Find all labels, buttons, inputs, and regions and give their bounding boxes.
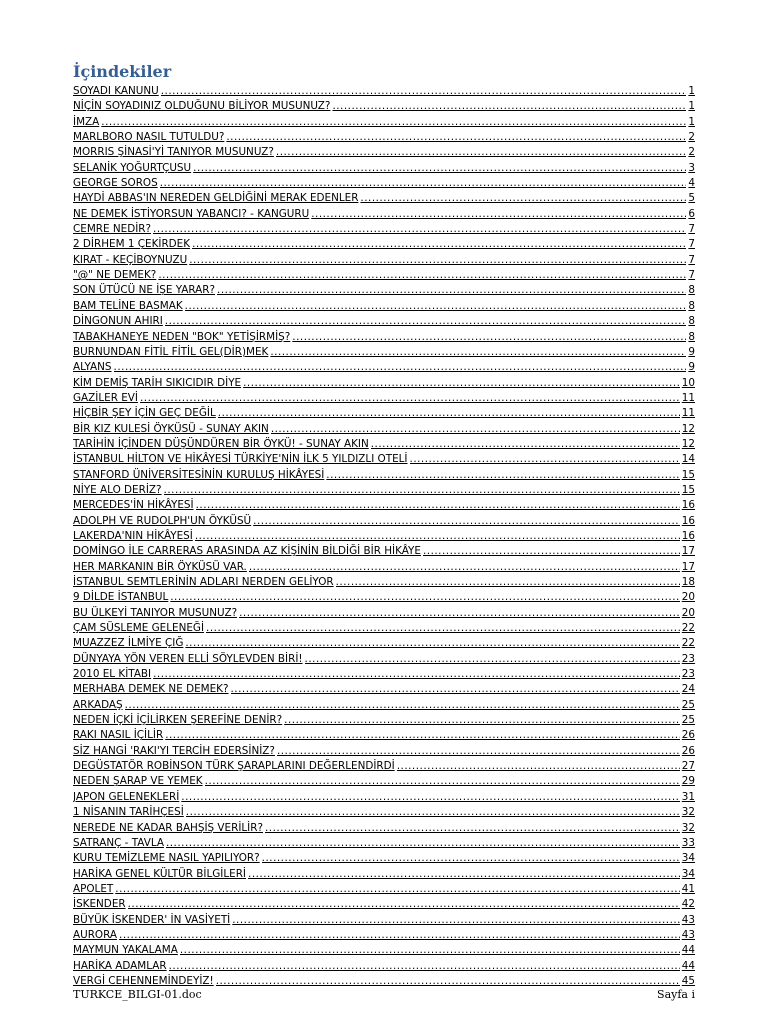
toc-entry[interactable]	[73, 713, 695, 728]
toc-entry-page-number[interactable]: 2	[688, 146, 695, 159]
toc-entry-label[interactable]: DEGÜSTATÖR ROBİNSON TÜRK ŞARAPLARINI DEĞERLENDİRDİ	[73, 760, 395, 773]
toc-entry[interactable]	[73, 913, 695, 928]
toc-entry[interactable]	[73, 698, 695, 713]
toc-entry-page-number[interactable]: 16	[681, 514, 695, 527]
toc-entry[interactable]	[73, 744, 695, 759]
toc-entry[interactable]	[73, 590, 695, 605]
toc-dot-leader	[360, 191, 686, 206]
toc-entry-label[interactable]: HİÇBİR ŞEY İÇİN GEÇ DEĞİL	[73, 407, 216, 420]
toc-dot-leader	[193, 161, 686, 176]
toc-dot-leader	[262, 851, 680, 866]
toc-entry-label[interactable]: NEREDE NE KADAR BAHŞİŞ VERİLİR?	[73, 821, 263, 834]
toc-entry[interactable]	[73, 867, 695, 882]
toc-dot-leader	[305, 652, 680, 667]
toc-entry-page-number[interactable]: 3	[688, 161, 695, 174]
toc-entry[interactable]	[73, 836, 695, 851]
toc-dot-leader	[170, 590, 680, 605]
toc-dot-leader	[276, 145, 686, 160]
toc-entry-page-number[interactable]: 22	[681, 637, 695, 650]
toc-dot-leader	[186, 805, 680, 820]
toc-dot-leader	[153, 667, 680, 682]
toc-entry[interactable]	[73, 882, 695, 897]
toc-entry-page-number[interactable]: 43	[681, 913, 695, 926]
toc-dot-leader	[239, 606, 680, 621]
toc-entry[interactable]	[73, 652, 695, 667]
toc-entry-page-number[interactable]: 8	[688, 315, 695, 328]
toc-entry-label[interactable]: 2 DİRHEM 1 ÇEKİRDEK	[73, 238, 191, 251]
toc-dot-leader	[165, 314, 687, 329]
toc-dot-leader	[332, 99, 686, 114]
toc-dot-leader	[253, 514, 680, 529]
toc-entry-page-number[interactable]: 25	[681, 698, 695, 711]
toc-dot-leader	[158, 268, 686, 283]
footer-filename: TURKCE_BILGI-01.doc	[73, 988, 202, 1001]
toc-dot-leader	[371, 437, 680, 452]
toc-entry-page-number[interactable]: 7	[688, 223, 695, 236]
toc-entry-label[interactable]: BU ÜLKEYİ TANIYOR MUSUNUZ?	[73, 606, 238, 619]
toc-entry-label[interactable]: HARİKA ADAMLAR	[73, 959, 167, 972]
toc-list	[73, 84, 695, 989]
toc-dot-leader	[140, 391, 680, 406]
toc-entry-page-number[interactable]: 8	[688, 299, 695, 312]
toc-dot-leader	[232, 913, 680, 928]
toc-entry[interactable]	[73, 268, 695, 283]
toc-entry[interactable]	[73, 237, 695, 252]
toc-entry[interactable]	[73, 621, 695, 636]
toc-dot-leader	[101, 115, 686, 130]
toc-entry[interactable]	[73, 84, 695, 99]
toc-entry[interactable]	[73, 498, 695, 513]
toc-entry-page-number[interactable]: 31	[681, 790, 695, 803]
toc-entry-label[interactable]: SELANİK YOĞURTÇUSU	[73, 161, 192, 174]
toc-entry[interactable]	[73, 283, 695, 298]
toc-entry[interactable]	[73, 974, 695, 989]
toc-dot-leader	[161, 84, 687, 99]
toc-entry-page-number[interactable]: 11	[681, 407, 695, 420]
toc-entry-page-number[interactable]: 2	[688, 131, 695, 144]
toc-dot-leader	[249, 560, 680, 575]
toc-entry-label[interactable]: SİZ HANGİ 'RAKI'YI TERCİH EDERSİNİZ?	[73, 744, 275, 757]
toc-entry-page-number[interactable]: 1	[688, 115, 695, 128]
toc-entry[interactable]	[73, 636, 695, 651]
toc-entry-label[interactable]: NİÇİN SOYADINIZ OLDUĞUNU BİLİYOR MUSUNUZ?	[73, 100, 331, 113]
toc-entry-page-number[interactable]: 44	[681, 959, 695, 972]
toc-dot-leader	[397, 759, 680, 774]
toc-entry-label[interactable]: HARİKA GENEL KÜLTÜR BİLGİLERİ	[73, 867, 247, 880]
toc-entry-label[interactable]: ADOLPH VE RUDOLPH'UN ÖYKÜSÜ	[73, 514, 252, 527]
toc-dot-leader	[271, 422, 680, 437]
toc-dot-leader	[169, 959, 680, 974]
toc-entry[interactable]	[73, 682, 695, 697]
toc-entry-page-number[interactable]: 26	[681, 729, 695, 742]
toc-entry-label[interactable]: MERCEDES'İN HİKÂYESİ	[73, 499, 194, 512]
toc-entry-page-number[interactable]: 23	[681, 668, 695, 681]
toc-entry-page-number[interactable]: 7	[688, 238, 695, 251]
toc-entry-label[interactable]: LAKERDA'NIN HİKÂYESİ	[73, 529, 193, 542]
toc-entry-page-number[interactable]: 6	[688, 207, 695, 220]
toc-entry[interactable]	[73, 560, 695, 575]
toc-entry-label[interactable]: SATRANÇ - TAVLA	[73, 836, 164, 849]
toc-entry-label[interactable]: GAZİLER EVİ	[73, 391, 138, 404]
toc-dot-leader	[292, 330, 686, 345]
toc-dot-leader	[114, 360, 687, 375]
toc-entry-label[interactable]: KIRAT - KEÇİBOYNUZU	[73, 253, 188, 266]
toc-entry[interactable]	[73, 544, 695, 559]
toc-entry-label[interactable]: İSTANBUL HİLTON VE HİKÂYESİ TÜRKİYE'NİN İLK 5 YILDIZLI OTELİ	[73, 453, 408, 466]
toc-dot-leader	[189, 253, 686, 268]
toc-entry[interactable]	[73, 928, 695, 943]
toc-dot-leader	[206, 621, 680, 636]
toc-entry-page-number[interactable]: 1	[688, 100, 695, 113]
toc-entry[interactable]	[73, 452, 695, 467]
footer-page-number: Sayfa i	[657, 988, 695, 1001]
toc-heading: İçindekiler	[73, 62, 172, 81]
toc-entry-label[interactable]: NE DEMEK İSTİYORSUN YABANCI? - KANGURU	[73, 207, 310, 220]
toc-dot-leader	[265, 821, 680, 836]
toc-entry-label[interactable]: JAPON GELENEKLERİ	[73, 790, 180, 803]
toc-dot-leader	[326, 468, 679, 483]
toc-entry-label[interactable]: BAM TELİNE BASMAK	[73, 299, 183, 312]
toc-entry-label[interactable]: SON ÜTÜCÜ NE İŞE YARAR?	[73, 284, 216, 297]
toc-entry-label[interactable]: APOLET	[73, 882, 114, 895]
toc-dot-leader	[270, 345, 686, 360]
toc-entry[interactable]	[73, 514, 695, 529]
toc-entry-label[interactable]: NEDEN İÇKİ İÇİLİRKEN ŞEREFİNE DENİR?	[73, 714, 283, 727]
toc-entry-label[interactable]: DÜNYAYA YÖN VEREN ELLİ SÖYLEVDEN BİRİ!	[73, 652, 303, 665]
toc-dot-leader	[115, 882, 680, 897]
toc-entry-page-number[interactable]: 12	[681, 437, 695, 450]
toc-entry-label[interactable]: KİM DEMİŞ TARİH SIKICIDIR DİYE	[73, 376, 242, 389]
toc-entry-page-number[interactable]: 25	[681, 714, 695, 727]
toc-entry[interactable]	[73, 391, 695, 406]
toc-dot-leader	[243, 376, 680, 391]
toc-entry[interactable]	[73, 145, 695, 160]
toc-entry-label[interactable]: HAYDİ ABBAS'IN NEREDEN GELDİĞİNİ MERAK EDENLER	[73, 192, 359, 205]
toc-entry[interactable]	[73, 115, 695, 130]
toc-entry-page-number[interactable]: 29	[681, 775, 695, 788]
toc-entry[interactable]	[73, 330, 695, 345]
toc-entry-page-number[interactable]: 9	[688, 345, 695, 358]
toc-entry[interactable]	[73, 575, 695, 590]
toc-entry-label[interactable]: BÜYÜK İSKENDER' İN VASİYETİ	[73, 913, 231, 926]
toc-entry[interactable]	[73, 667, 695, 682]
toc-dot-leader	[248, 867, 680, 882]
toc-entry[interactable]	[73, 821, 695, 836]
toc-entry-label[interactable]: DİNGONUN AHIRI	[73, 315, 163, 328]
toc-entry-page-number[interactable]: 33	[681, 836, 695, 849]
toc-entry[interactable]	[73, 959, 695, 974]
toc-entry[interactable]	[73, 897, 695, 912]
toc-entry-page-number[interactable]: 32	[681, 821, 695, 834]
toc-entry-page-number[interactable]: 11	[681, 391, 695, 404]
toc-entry-label[interactable]: HER MARKANIN BİR ÖYKÜSÜ VAR.	[73, 560, 247, 573]
toc-dot-leader	[217, 283, 686, 298]
toc-entry-label[interactable]: VERGİ CEHENNEMİNDEYİZ!	[73, 974, 214, 987]
toc-entry-page-number[interactable]: 4	[688, 177, 695, 190]
toc-entry-page-number[interactable]: 15	[681, 468, 695, 481]
toc-entry-label[interactable]: ÇAM SÜSLEME GELENEĞİ	[73, 622, 205, 635]
toc-entry[interactable]	[73, 943, 695, 958]
toc-dot-leader	[218, 406, 680, 421]
toc-entry-page-number[interactable]: 15	[681, 483, 695, 496]
toc-entry-page-number[interactable]: 17	[681, 560, 695, 573]
toc-dot-leader	[231, 682, 680, 697]
toc-entry[interactable]	[73, 191, 695, 206]
toc-entry-label[interactable]: MUAZZEZ İLMİYE ÇIĞ	[73, 637, 184, 650]
toc-entry-label[interactable]: ALYANS	[73, 361, 112, 374]
toc-entry[interactable]	[73, 759, 695, 774]
toc-entry-label[interactable]: MAYMUN YAKALAMA	[73, 944, 178, 957]
toc-entry-label[interactable]: SOYADI KANUNU	[73, 85, 159, 97]
toc-entry-page-number[interactable]: 9	[688, 361, 695, 374]
toc-entry-label[interactable]: GEORGE SOROS	[73, 177, 158, 190]
toc-entry-label[interactable]: BİR KIZ KULESİ ÖYKÜSÜ - SUNAY AKIN	[73, 422, 269, 435]
toc-entry[interactable]	[73, 774, 695, 789]
toc-entry-page-number[interactable]: 41	[681, 882, 695, 895]
toc-entry-page-number[interactable]: 16	[681, 529, 695, 542]
toc-dot-leader	[216, 974, 680, 989]
toc-entry-label[interactable]: DOMİNGO İLE CARRERAS ARASINDA AZ KİŞİNİN BİLDİĞİ BİR HİKÂYE	[73, 545, 421, 558]
toc-entry-label[interactable]: KURU TEMİZLEME NASIL YAPILIYOR?	[73, 852, 260, 865]
toc-entry-page-number[interactable]: 20	[681, 606, 695, 619]
toc-entry[interactable]	[73, 483, 695, 498]
toc-entry-page-number[interactable]: 22	[681, 622, 695, 635]
toc-dot-leader	[185, 636, 679, 651]
toc-entry[interactable]	[73, 161, 695, 176]
toc-dot-leader	[196, 498, 680, 513]
toc-entry[interactable]	[73, 99, 695, 114]
toc-entry-label[interactable]: ARKADAŞ	[73, 698, 123, 711]
toc-dot-leader	[164, 483, 680, 498]
toc-entry-label[interactable]: 9 DİLDE İSTANBUL	[73, 591, 169, 604]
toc-entry-page-number[interactable]: 23	[681, 652, 695, 665]
toc-dot-leader	[226, 130, 686, 145]
toc-dot-leader	[277, 744, 680, 759]
toc-entry-label[interactable]: NİYE ALO DERİZ?	[73, 483, 162, 496]
toc-entry[interactable]	[73, 130, 695, 145]
toc-entry-page-number[interactable]: 44	[681, 944, 695, 957]
toc-entry[interactable]	[73, 299, 695, 314]
toc-entry-page-number[interactable]: 8	[688, 284, 695, 297]
toc-entry-label[interactable]: TARİHİN İÇİNDEN DÜŞÜNDÜREN BİR ÖYKÜ! - SUNAY AKIN	[73, 437, 369, 450]
toc-dot-leader	[180, 943, 680, 958]
toc-entry-label[interactable]: MORRIS ŞİNASİ'Yİ TANIYOR MUSUNUZ?	[73, 146, 274, 159]
toc-entry-label[interactable]: RAKI NASIL İÇİLİR	[73, 729, 164, 742]
toc-dot-leader	[195, 529, 680, 544]
toc-entry-page-number[interactable]: 45	[681, 974, 695, 987]
toc-entry[interactable]	[73, 345, 695, 360]
toc-entry-page-number[interactable]: 27	[681, 760, 695, 773]
toc-dot-leader	[166, 836, 680, 851]
toc-entry[interactable]	[73, 376, 695, 391]
toc-entry-page-number[interactable]: 20	[681, 591, 695, 604]
toc-entry[interactable]	[73, 805, 695, 820]
toc-entry[interactable]	[73, 851, 695, 866]
toc-dot-leader	[181, 790, 679, 805]
toc-entry-page-number[interactable]: 7	[688, 253, 695, 266]
toc-entry-page-number[interactable]: 7	[688, 269, 695, 282]
toc-dot-leader	[185, 299, 687, 314]
toc-entry-label[interactable]: STANFORD ÜNİVERSİTESİNİN KURULUŞ HİKÂYESİ	[73, 468, 325, 481]
toc-dot-leader	[192, 237, 686, 252]
toc-entry[interactable]	[73, 728, 695, 743]
toc-dot-leader	[125, 698, 680, 713]
toc-entry[interactable]	[73, 529, 695, 544]
toc-entry[interactable]	[73, 437, 695, 452]
toc-entry[interactable]	[73, 314, 695, 329]
toc-entry-label[interactable]: BURNUNDAN FİTİL FİTİL GEL(DİR)MEK	[73, 345, 269, 358]
toc-entry-page-number[interactable]: 12	[681, 422, 695, 435]
toc-dot-leader	[423, 544, 680, 559]
toc-entry-page-number[interactable]: 42	[681, 898, 695, 911]
toc-entry[interactable]	[73, 222, 695, 237]
toc-entry-label[interactable]: NEDEN ŞARAP VE YEMEK	[73, 775, 203, 788]
toc-dot-leader	[410, 452, 680, 467]
toc-entry-label[interactable]: TABAKHANEYE NEDEN "BOK" YETİŞİRMİŞ?	[73, 330, 291, 343]
toc-entry-page-number[interactable]: 26	[681, 744, 695, 757]
toc-dot-leader	[160, 176, 687, 191]
toc-entry-page-number[interactable]: 14	[681, 453, 695, 466]
toc-dot-leader	[165, 728, 680, 743]
toc-entry-page-number[interactable]: 32	[681, 806, 695, 819]
toc-entry-page-number[interactable]: 8	[688, 330, 695, 343]
toc-dot-leader	[153, 222, 686, 237]
toc-entry-label[interactable]: 2010 EL KİTABI	[73, 668, 152, 681]
toc-entry[interactable]	[73, 606, 695, 621]
toc-entry-page-number[interactable]: 18	[681, 576, 695, 588]
toc-entry-page-number[interactable]: 10	[681, 376, 695, 389]
toc-entry-page-number[interactable]: 5	[688, 192, 695, 205]
toc-entry-label[interactable]: AURORA	[73, 928, 118, 941]
toc-dot-leader	[128, 897, 680, 912]
toc-entry-page-number[interactable]: 34	[681, 852, 695, 865]
toc-entry[interactable]	[73, 406, 695, 421]
toc-entry[interactable]	[73, 360, 695, 375]
toc-entry-label[interactable]: MERHABA DEMEK NE DEMEK?	[73, 683, 229, 696]
toc-entry[interactable]	[73, 422, 695, 437]
toc-entry[interactable]	[73, 468, 695, 483]
toc-entry[interactable]	[73, 176, 695, 191]
toc-entry-page-number[interactable]: 1	[688, 85, 695, 97]
toc-entry-label[interactable]: İSTANBUL SEMTLERİNİN ADLARI NERDEN GELİYOR	[73, 576, 334, 588]
toc-entry-label[interactable]: 1 NİSANIN TARİHÇESİ	[73, 806, 184, 819]
toc-entry[interactable]	[73, 207, 695, 222]
toc-entry-label[interactable]: İMZA	[73, 115, 100, 128]
toc-dot-leader	[119, 928, 680, 943]
toc-entry[interactable]	[73, 253, 695, 268]
toc-dot-leader	[284, 713, 680, 728]
toc-entry-page-number[interactable]: 34	[681, 867, 695, 880]
toc-entry-page-number[interactable]: 17	[681, 545, 695, 558]
toc-entry-page-number[interactable]: 16	[681, 499, 695, 512]
toc-entry-label[interactable]: İSKENDER	[73, 898, 126, 911]
toc-entry-label[interactable]: MARLBORO NASIL TUTULDU?	[73, 131, 225, 144]
toc-entry-label[interactable]: "@" NE DEMEK?	[73, 269, 157, 282]
toc-dot-leader	[311, 207, 686, 222]
toc-entry-page-number[interactable]: 24	[681, 683, 695, 696]
toc-dot-leader	[336, 575, 680, 590]
toc-dot-leader	[205, 774, 680, 789]
toc-entry[interactable]	[73, 790, 695, 805]
toc-entry-label[interactable]: CEMRE NEDİR?	[73, 223, 152, 236]
toc-entry-page-number[interactable]: 43	[681, 928, 695, 941]
